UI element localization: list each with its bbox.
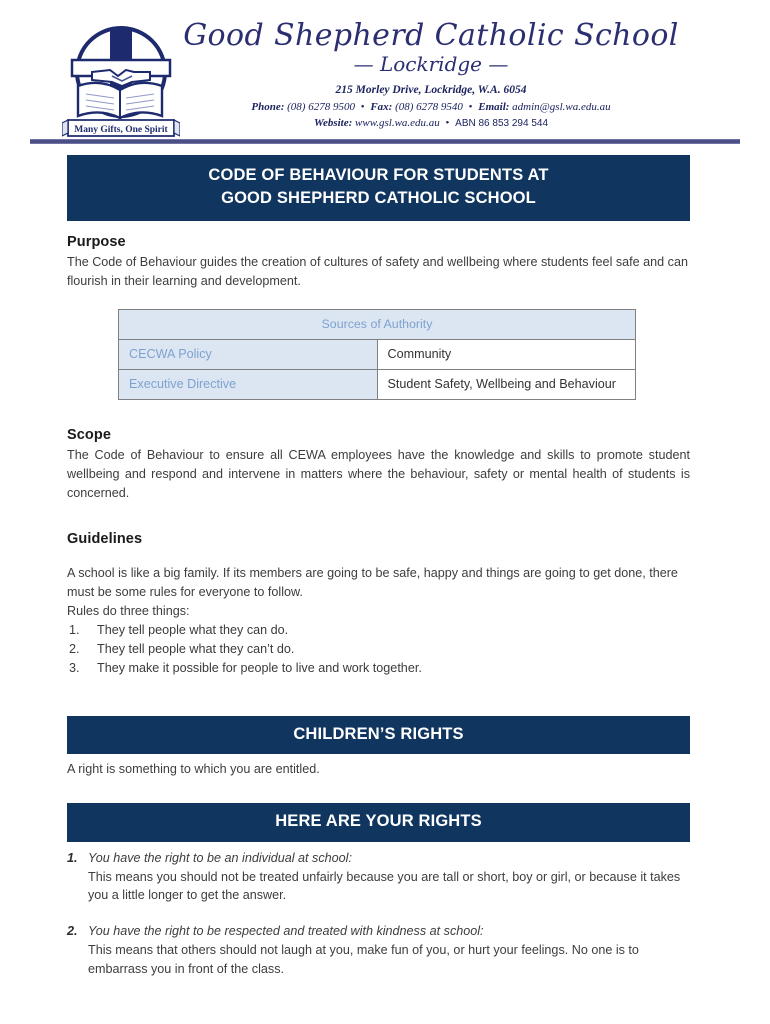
phone-label: Phone: [251,100,285,113]
email-value[interactable]: admin@gsl.wa.edu.au [512,100,611,113]
guidelines-intro-text: A school is like a big family. If its members are going to be safe, happy and things are going to get done, there must be some rules for everyone to follow. [67,565,678,599]
phone-value: (08) 6278 9500 [287,100,355,113]
spacer [67,400,690,414]
spacer [67,702,690,716]
list-item-number: 2. [67,924,78,939]
right-heading-row [67,849,690,868]
scope-heading: Scope [67,427,112,444]
list-item-description: This means that others should not laugh at you, make fun of you, or hurt your feelings. No one is to embarrass you in front of the class. [88,943,639,977]
list-item [67,659,690,678]
fax-label: Fax: [370,100,393,113]
guidelines-heading: Guidelines [67,530,143,547]
school-crest-icon [62,20,180,138]
spacer [67,678,690,702]
list-item-description: This means you should not be treated unfairly because you are tall or short, boy or girl, or because it takes you a little longer to get the answer. [88,869,681,903]
document-body [67,155,690,979]
separator-dot: • [360,100,365,113]
childrens-rights-text: A right is something to which you are entitled. [67,762,320,777]
logo-motto-text: Many Gifts, One Spirit [74,125,168,135]
purpose-heading: Purpose [67,233,126,250]
here-are-your-rights-banner: HERE ARE YOUR RIGHTS [67,803,690,841]
childrens-rights-banner: CHILDREN’S RIGHTS [67,716,690,754]
scope-text: The Code of Behaviour to ensure all CEWA employees have the knowledge and skills to promote student wellbeing and respond and intervene in matters where the behaviour, safety or mental health of students is concerned. [67,448,690,501]
letterhead-text-block [180,18,740,132]
rules-intro-text: Rules do three things: [67,603,190,618]
school-name: Good Shepherd Catholic School [183,18,679,53]
school-contact-line-2 [180,115,682,132]
list-item-title: You have the right to be an individual at school: [88,850,352,865]
document-title-line-1: CODE OF BEHAVIOUR FOR STUDENTS AT [208,166,549,184]
website-value[interactable]: www.gsl.wa.edu.au [355,117,440,130]
table-cell-value: Community [377,340,636,370]
spacer [67,550,690,564]
spacer [67,504,690,518]
school-contact-line-1 [180,99,682,116]
rights-list [67,849,690,979]
separator-dot: • [445,117,450,130]
spacer [67,779,690,803]
document-title-banner [67,155,690,221]
rules-list [67,621,690,678]
list-item [67,640,690,659]
letterhead-divider [30,139,740,144]
table-row [119,370,636,400]
list-item-number: 1. [67,850,78,865]
separator-dot: • [468,100,473,113]
list-item-text: They make it possible for people to live and work together. [97,660,422,675]
purpose-text: The Code of Behaviour guides the creation of cultures of safety and wellbeing where students feel safe and can flourish in their learning and development. [67,254,688,288]
list-item-text: They tell people what they can’t do. [97,641,295,656]
list-item-number: 3. [69,660,80,675]
table-cell-label: Executive Directive [119,370,378,400]
list-item [67,922,690,979]
right-heading-row [67,922,690,941]
table-cell-value: Student Safety, Wellbeing and Behaviour [377,370,636,400]
list-item-title: You have the right to be respected and treated with kindness at school: [88,924,484,939]
school-logo [62,20,180,138]
school-suburb: — Lockridge — [353,52,509,77]
table-row [119,340,636,370]
website-label: Website: [313,117,353,130]
list-item-number: 2. [69,641,80,656]
list-item [67,849,690,906]
abn-number: ABN 86 853 294 544 [455,118,549,130]
list-item-number: 1. [69,622,80,637]
list-item [67,621,690,640]
school-address: 215 Morley Drive, Lockridge, W.A. 6054 [335,84,527,97]
table-cell-label: CECWA Policy [119,340,378,370]
email-label: Email: [478,100,510,113]
list-item-text: They tell people what they can do. [97,622,289,637]
document-title-line-2: GOOD SHEPHERD CATHOLIC SCHOOL [221,189,536,208]
table-header-row [119,310,636,340]
fax-value: (08) 6278 9540 [395,100,463,113]
table-header-cell: Sources of Authority [119,310,636,340]
sources-of-authority-table [118,309,636,400]
letterhead [0,0,770,135]
